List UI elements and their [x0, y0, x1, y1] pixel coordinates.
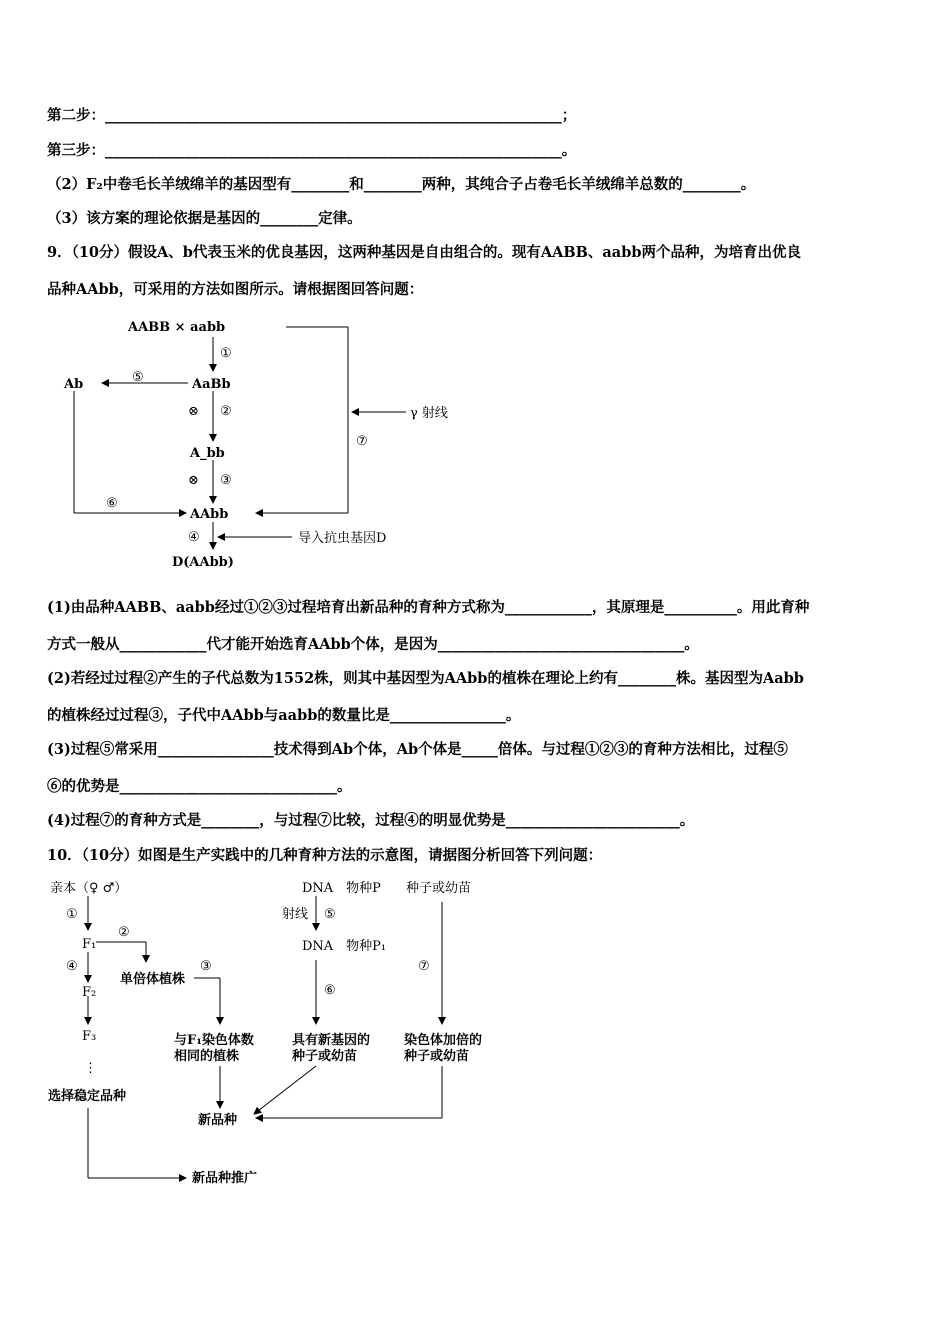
same-chromosome-2: 相同的植株 — [174, 1049, 240, 1064]
q10-stem: 10．（10分）如图是生产实践中的几种育种方法的示意图，请据图分析回答下列问题： — [47, 847, 603, 864]
selfing-symbol-1: ⊗ — [188, 404, 199, 419]
method3-label: ③ — [200, 959, 212, 974]
q9-part2-cont: 的植株经过过程③，子代中AAbb与aabb的数量比是________________。 — [47, 707, 521, 724]
method4-label: ④ — [66, 959, 78, 974]
method2-label: ② — [118, 925, 130, 940]
breeding-methods-diagram-q10 — [40, 872, 520, 1192]
step7-label: ⑦ — [356, 434, 368, 449]
dna-species-p1: DNA 物种P₁ — [302, 939, 387, 954]
new-gene-2: 种子或幼苗 — [292, 1049, 358, 1064]
step5-label: ⑤ — [132, 370, 144, 385]
f2-label: F₂ — [82, 985, 97, 1000]
gene-import-label: 导入抗虫基因D — [298, 531, 387, 546]
variety-promotion: 新品种推广 — [192, 1171, 258, 1186]
q9-part2: (2)若经过过程②产生的子代总数为1552株，则其中基因型为AAbb的植株在理论上约有________株。基因型为Aabb — [47, 670, 804, 687]
aabb-target: AAbb — [190, 507, 229, 522]
q9-stem: 9．（10分）假设A、b代表玉米的优良基因，这两种基因是自由组合的。现有AABB、aabb两个品种，为培育出优良 — [47, 244, 801, 261]
f1-label: F₁ — [82, 937, 97, 952]
step2-label: ② — [220, 404, 232, 419]
f3-label: F₃ — [82, 1029, 97, 1044]
q9-part3-cont: ⑥的优势是______________________________。 — [47, 778, 352, 795]
selfing-symbol-2: ⊗ — [188, 473, 199, 488]
q9-part4: (4)过程⑦的育种方式是________，与过程⑦比较，过程④的明显优势是________________________。 — [47, 812, 695, 829]
step4-label: ④ — [188, 530, 200, 545]
step6-label: ⑥ — [106, 496, 118, 511]
q8-part3: （3）该方案的理论依据是基因的________定律。 — [47, 210, 362, 227]
method5-label: ⑤ — [324, 907, 336, 922]
step3-label: ③ — [220, 473, 232, 488]
select-stable: 选择稳定品种 — [48, 1089, 127, 1104]
q9-part1-cont: 方式一般从____________代才能开始选育AAbb个体，是因为__________________________________。 — [47, 636, 699, 653]
parent-cross: AABB × aabb — [128, 320, 226, 335]
new-gene-1: 具有新基因的 — [292, 1033, 371, 1048]
q9-part3: (3)过程⑤常采用________________技术得到Ab个体，Ab个体是_____倍体。与过程①②③的育种方法相比，过程⑤ — [47, 741, 788, 758]
breeding-diagram-q9 — [60, 315, 480, 575]
seed-seedling: 种子或幼苗 — [406, 881, 472, 896]
step2-line: 第二步：_______________________________________________________________； — [47, 107, 577, 124]
method1-label: ① — [66, 907, 78, 922]
transgenic-result: D(AAbb) — [172, 555, 234, 570]
gamma-ray-label: γ 射线 — [410, 406, 448, 421]
doubled-2: 种子或幼苗 — [404, 1049, 470, 1064]
q9-stem-cont: 品种AAbb，可采用的方法如图所示。请根据图回答问题： — [47, 281, 424, 298]
method7-label: ⑦ — [418, 959, 430, 974]
radiation-label: 射线 — [282, 907, 309, 922]
q8-part2: （2）F₂中卷毛长羊绒绵羊的基因型有________和________两种，其纯合子占卷毛长羊绒绵羊总数的________。 — [47, 176, 756, 193]
haploid-plant: 单倍体植株 — [120, 972, 186, 987]
new-variety: 新品种 — [198, 1113, 238, 1128]
f1-aabb: AaBb — [192, 377, 231, 392]
a-bb-genotype: A_bb — [190, 446, 225, 461]
q9-part1: (1)由品种AABB、aabb经过①②③过程培育出新品种的育种方式称为____________，其原理是__________。用此育种 — [47, 599, 810, 616]
step3-line: 第三步：_______________________________________________________________。 — [47, 142, 577, 159]
haploid-ab: Ab — [64, 377, 84, 392]
parents-label: 亲本（♀ ♂） — [50, 881, 128, 896]
step1-label: ① — [220, 346, 232, 361]
same-chromosome-1: 与F₁染色体数 — [174, 1033, 254, 1048]
doubled-1: 染色体加倍的 — [404, 1033, 483, 1048]
method6-label: ⑥ — [324, 983, 336, 998]
dna-species-p: DNA 物种P — [302, 881, 381, 896]
continuation-dots: ⋮ — [84, 1061, 97, 1076]
